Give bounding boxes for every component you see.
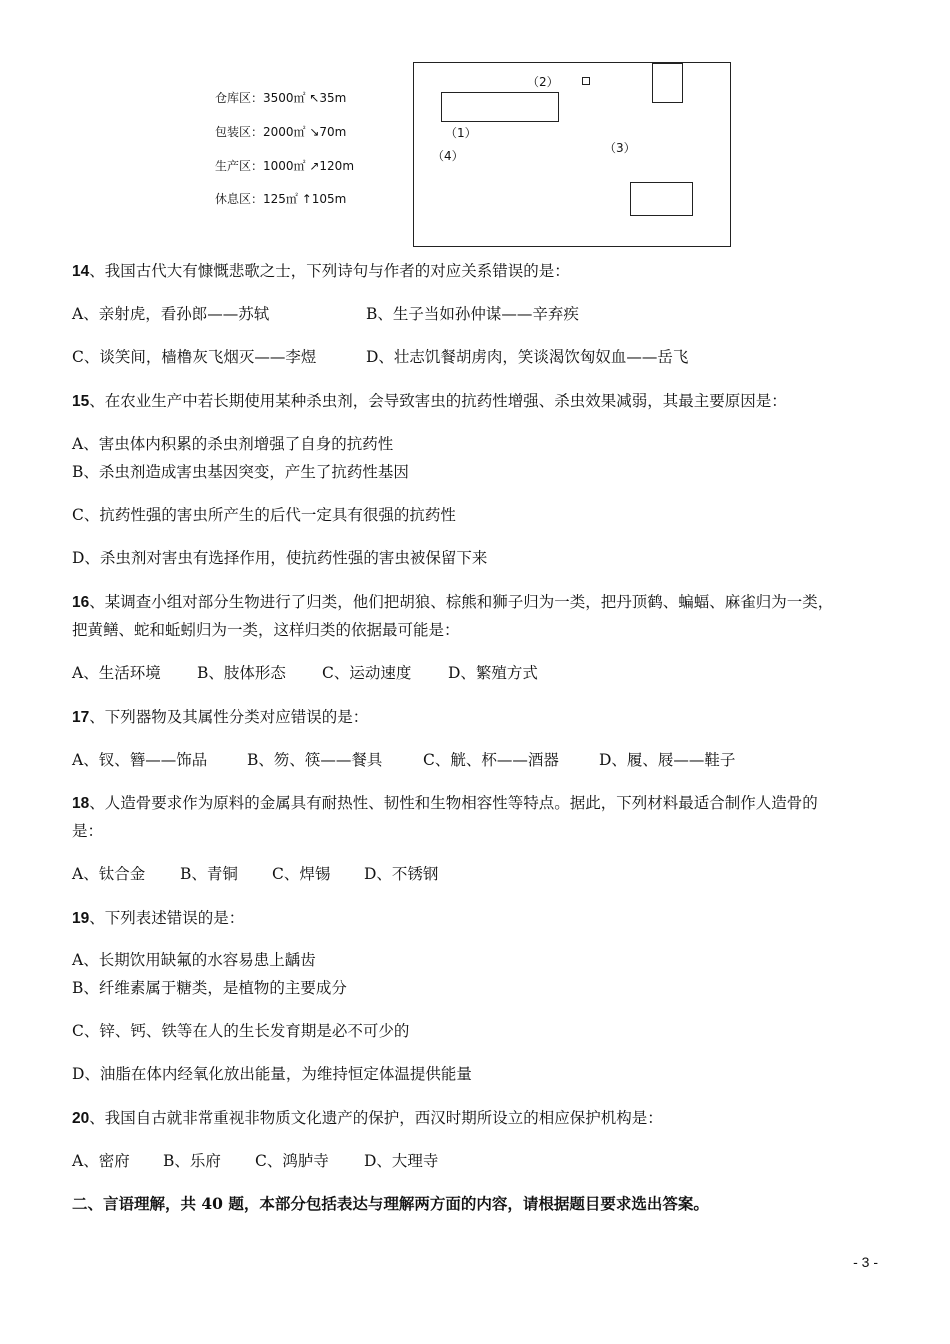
question-stem: 、人造骨要求作为原料的金属具有耐热性、韧性和生物相容性等特点。据此，下列材料最适合制作人造骨的 xyxy=(89,794,818,812)
question-stem: 、在农业生产中若长期使用某种杀虫剂，会导致害虫的抗药性增强、杀虫效果减弱，其最主要原因是： xyxy=(89,392,787,410)
q18-option-d: D、不锈钢 xyxy=(364,865,439,883)
q14-option-a: A、亲射虎，看孙郎——苏轼 xyxy=(72,305,270,323)
region-label-1: （1） xyxy=(445,126,477,140)
q15-option-b: B、杀虫剂造成害虫基因突变，产生了抗药性基因 xyxy=(72,463,409,481)
q14-option-c: C、谈笑间，樯橹灰飞烟灭——李煜 xyxy=(72,348,317,366)
q15-option-c: C、抗药性强的害虫所产生的后代一定具有很强的抗药性 xyxy=(72,506,456,524)
q18-option-b: B、青铜 xyxy=(180,865,238,883)
question-16-cont: 把黄鳝、蛇和蚯蚓归为一类，这样归类的依据最可能是： xyxy=(72,621,460,639)
question-number: 15 xyxy=(72,393,90,410)
q20-option-d: D、大理寺 xyxy=(364,1152,439,1170)
q15-option-d: D、杀虫剂对害虫有选择作用，使抗药性强的害虫被保留下来 xyxy=(72,549,488,567)
question-number: 18 xyxy=(72,795,90,812)
q17-option-c: C、觥、杯——酒器 xyxy=(423,751,559,769)
q17-option-d: D、履、屐——鞋子 xyxy=(599,751,736,769)
question-number: 14 xyxy=(72,263,90,280)
q18-option-a: A、钛合金 xyxy=(72,865,146,883)
q19-option-b: B、纤维素属于糖类，是植物的主要成分 xyxy=(72,979,347,997)
q20-option-b: B、乐府 xyxy=(163,1152,221,1170)
region-box-top-right xyxy=(652,63,683,103)
region-label-3: （3） xyxy=(604,141,636,155)
q16-option-b: B、肢体形态 xyxy=(197,664,286,682)
legend-packaging: 包装区：2000㎡ ↘70m xyxy=(215,125,347,139)
q14-option-b: B、生子当如孙仲谋——辛弃疾 xyxy=(366,305,579,323)
q16-option-d: D、繁殖方式 xyxy=(448,664,538,682)
question-number: 20 xyxy=(72,1110,90,1127)
q20-option-a: A、密府 xyxy=(72,1152,130,1170)
q18-option-c: C、焊锡 xyxy=(272,865,331,883)
question-stem: 、下列器物及其属性分类对应错误的是： xyxy=(89,708,369,726)
legend-rest: 休息区：125㎡ ↑105m xyxy=(215,192,347,206)
q15-option-a: A、害虫体内积累的杀虫剂增强了自身的抗药性 xyxy=(72,435,394,453)
question-stem: 、某调查小组对部分生物进行了归类，他们把胡狼、棕熊和狮子归为一类，把丹顶鹤、蝙蝠、麻雀归为一类， xyxy=(89,593,834,611)
q16-option-a: A、生活环境 xyxy=(72,664,161,682)
region-box-3 xyxy=(630,182,693,216)
q19-option-d: D、油脂在体内经氧化放出能量，为维持恒定体温提供能量 xyxy=(72,1065,472,1083)
question-19 xyxy=(72,906,244,928)
question-stem: 、我国古代大有慷慨悲歌之士，下列诗句与作者的对应关系错误的是： xyxy=(89,262,570,280)
legend-warehouse: 仓库区：3500㎡ ↖35m xyxy=(215,91,347,105)
question-18 xyxy=(72,791,818,813)
q19-option-c: C、锌、钙、铁等在人的生长发育期是必不可少的 xyxy=(72,1022,410,1040)
question-14 xyxy=(72,259,570,281)
site-map xyxy=(413,62,731,247)
question-stem: 、下列表述错误的是： xyxy=(89,909,245,927)
q14-option-d: D、壮志饥餐胡虏肉，笑谈渴饮匈奴血——岳飞 xyxy=(366,348,689,366)
region-label-2: （2） xyxy=(527,75,559,89)
region-label-4: （4） xyxy=(432,149,464,163)
question-15 xyxy=(72,389,787,411)
question-16 xyxy=(72,590,833,612)
region-box-1 xyxy=(441,92,559,122)
question-number: 16 xyxy=(72,594,90,611)
q20-option-c: C、鸿胪寺 xyxy=(255,1152,329,1170)
question-number: 17 xyxy=(72,709,90,726)
q17-option-a: A、钗、簪——饰品 xyxy=(72,751,208,769)
question-17 xyxy=(72,705,368,727)
question-18-cont: 是： xyxy=(72,822,104,840)
question-stem: 、我国自古就非常重视非物质文化遗产的保护，西汉时期所设立的相应保护机构是： xyxy=(89,1109,663,1127)
small-square-marker xyxy=(582,77,590,85)
question-20 xyxy=(72,1106,663,1128)
question-number: 19 xyxy=(72,910,90,927)
legend-production: 生产区：1000㎡ ↗120m xyxy=(215,159,355,173)
q16-option-c: C、运动速度 xyxy=(322,664,412,682)
q19-option-a: A、长期饮用缺氟的水容易患上龋齿 xyxy=(72,951,316,969)
q17-option-b: B、笏、筷——餐具 xyxy=(247,751,383,769)
section-heading: 二、言语理解，共 40 题，本部分包括表达与理解两方面的内容，请根据题目要求选出答案。 xyxy=(72,1194,709,1213)
page-number: - 3 - xyxy=(853,1254,878,1270)
